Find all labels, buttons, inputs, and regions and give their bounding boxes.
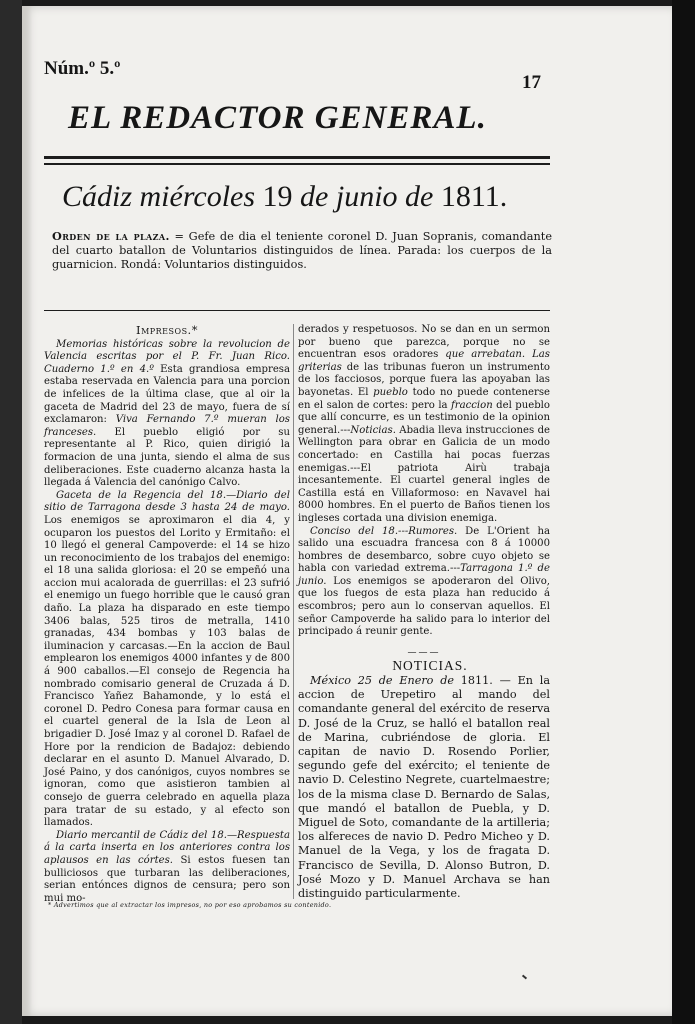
page-number: 17	[522, 72, 541, 93]
right-p1-text3: todo no puede contenerse en el salon de cortes: pero la	[298, 386, 550, 411]
right-column	[298, 324, 550, 901]
noticias-heading: NOTICIAS.	[392, 658, 468, 674]
impresos-paragraph-1	[44, 339, 290, 490]
noticias-separator: ———	[407, 647, 441, 658]
impresos-p1-text: Esta grandiosa empresa estaba reservada en Valencia para una porcion de infelices de la última clase, que al oir la gaceta de Madrid del 23 de mayo, fuera de sí exclamaron:	[44, 363, 290, 426]
page-fold-shadow	[22, 6, 32, 1016]
dateline-day: 19	[262, 180, 293, 213]
impresos-p3-text: Si estos fuesen tan bulliciosos que turbaran las deliberaciones, serian entónces dignos de censura; pero son mui mo-	[44, 854, 290, 904]
page-mark	[522, 975, 527, 980]
noticias-place-date: México 25 de Enero de	[310, 674, 454, 688]
impresos-p2-title: Gaceta de la Regencia del 18.—Diario del sitio de Tarragona desde 3 hasta 24 de mayo.	[44, 489, 290, 514]
right-p1-text4: del pueblo que allí concurre, es un testimonio de la opinion general.---	[298, 399, 550, 436]
impresos-p1-text2: El pueblo eligió por su representante al P. Rico, quien dirigió la formacion de una junta, siendo el alma de sus deliberaciones. Este cuaderno alcanza hasta la llegada á Valencia del canónigo Calvo.	[44, 426, 290, 489]
dateline-mid: de junio de	[300, 180, 434, 213]
impresos-paragraph-2	[44, 490, 290, 830]
right-p1-ital4: fraccion	[447, 399, 493, 411]
orden-label: Orden de la plaza.	[52, 229, 170, 243]
right-paragraph-1	[298, 324, 550, 526]
left-column	[44, 324, 290, 905]
noticias-paragraph	[298, 674, 550, 901]
right-p1-text2: de las tribunas fueron un instrumento de los facciosos, porque fuera las apoyaban las bayonetas. El	[298, 361, 550, 398]
column-divider	[293, 324, 294, 899]
orden-de-la-plaza	[52, 229, 552, 272]
footnote: * Advertimos que al extractar los impresos, no por eso aprobamos su contenido.	[48, 901, 332, 909]
right-paragraph-2	[298, 526, 550, 639]
right-p1-ital: que arrebatan.	[438, 349, 526, 361]
right-p1-text5: Abadia lleva instrucciones de Wellington para obrar en Galicia de un modo concertado: en Castilla hai pocas fuerzas enemigas.---El patriota Airù trabaja incesantemente. El cuartel general ingles de Castilla está en Villaformoso: en Navavel hai 8000 hombres. En el puerto de Baños tienen los ingleses cortada una division enemiga.	[298, 424, 550, 524]
masthead-double-rule	[44, 156, 550, 165]
noticias-year: 1811.	[454, 674, 493, 688]
impresos-p2-text: Los enemigos se aproximaron el dia 4, y ocuparon los puestos del Lorito y Ermitaño: el 10 llegó el general Campoverde: el 14 se hizo un reconocimiento de los trabajos del enemigo: el 18 una salida gloriosa: el 20 se empeñó una accion mui acalorada de guerrillas: el 23 sufrió el enemigo un fuego horrible que le causó gran daño. La plaza ha disparado en este tiempo 3406 balas, 525 tiros de metralla, 1410 granadas, 434 bombas y 103 balas de iluminacion y carcasas.—En la accion de Baul emplearon los enemigos 4000 infantes y de 800 á 900 caballos.—El consejo de Regencia ha nombrado comisario general de Cruzada á D. Francisco Yañez Bahamonde, y lo está el coronel D. Pedro Conesa para formar causa en el cuartel general de la Isla de Leon al brigadier D. José Imaz y al coronel D. Rafael de Hore por la rendicion de Badajoz: debiendo declarar en el asunto D. Manuel Alvarado, D. José Paino, y dos canónigos, cuyos nombres se ignoran, como que asistieron tambien al consejo de guerra celebrado en aquella plaza para tratar de su estado, y al efecto son llamados.	[44, 514, 290, 829]
orden-text: = Gefe de dia el teniente coronel D. Juan Sopranis, comandante del cuarto batallon de Voluntarios distinguidos de línea. Parada: los cuerpos de la guarnicion. Rondá: Voluntarios distinguidos.	[52, 230, 553, 271]
dateline	[62, 180, 507, 214]
right-p2-text2: Los enemigos se apoderaron del Olivo, que los fuegos de esta plaza han reducido á escombros; pero aun lo conservan aquellos. El señor Campoverde ha salido para lo interior del principado á reunir gente.	[298, 575, 550, 638]
right-p1-ital3: pueblo	[368, 386, 408, 398]
impresos-heading: Impresos.*	[136, 323, 198, 337]
right-p1-text: derados y respetuosos. No se dan en un sermon por bueno que parezca, porque no se encuentran esos oradores	[298, 324, 550, 361]
scan-edge-left	[0, 0, 22, 1024]
dateline-year: 1811.	[440, 180, 508, 213]
scan-edge-right	[672, 0, 695, 1024]
impresos-p1-title: Memorias históricas sobre la revolucion de Valencia escritas por el P. Fr. Juan Rico. Cuaderno 1.º en 4.º	[44, 338, 290, 375]
masthead-title: EL REDACTOR GENERAL.	[68, 100, 487, 136]
right-p2-ital2: Tarragona 1.º de junio.	[298, 563, 550, 587]
right-p2-ital: Conciso del 18.---Rumores.	[310, 525, 458, 537]
impresos-p3-title: Diario mercantil de Cádiz del 18.—Respuesta á la carta inserta en los anteriores contra los aplausos en las córtes.	[44, 829, 290, 866]
right-p2-text: De L'Orient ha salido una escuadra francesa con 8 á 10000 hombres de desembarco, sobre cuyo objeto se habla con variedad extrema.---	[298, 525, 550, 575]
right-p1-ital5: Noticias.	[350, 424, 396, 436]
newspaper-page	[22, 6, 672, 1016]
impresos-paragraph-3	[44, 830, 290, 906]
dateline-prefix: Cádiz miércoles	[62, 180, 256, 213]
impresos-p1-quote: Viva Fernando 7.º mueran los franceses.	[44, 414, 290, 438]
issue-number: Núm.º 5.º	[44, 58, 121, 79]
right-p1-ital2: Las griterias	[298, 349, 550, 373]
section-rule	[44, 310, 550, 311]
noticias-text: — En la accion de Urepetiro al mando del comandante general del exército de reserva D. José de la Cruz, se halló el batallon real de Marina, cubriéndose de gloria. El capitan de navio D. Rosendo Porlier, segundo gefe del exército; el teniente de navio D. Celestino Negrete, cuartelmaestre; los de la misma clase D. Bernardo de Salas, que mandó el batallon de Puebla, y D. Miguel de Soto, comandante de la artilleria; los alfereces de navio D. Pedro Micheo y D. Manuel de la Vega, y los de fragata D. Francisco de Sevilla, D. Alonso Butron, D. José Mozo y D. Manuel Archava se han distinguido particularmente.	[298, 674, 550, 901]
